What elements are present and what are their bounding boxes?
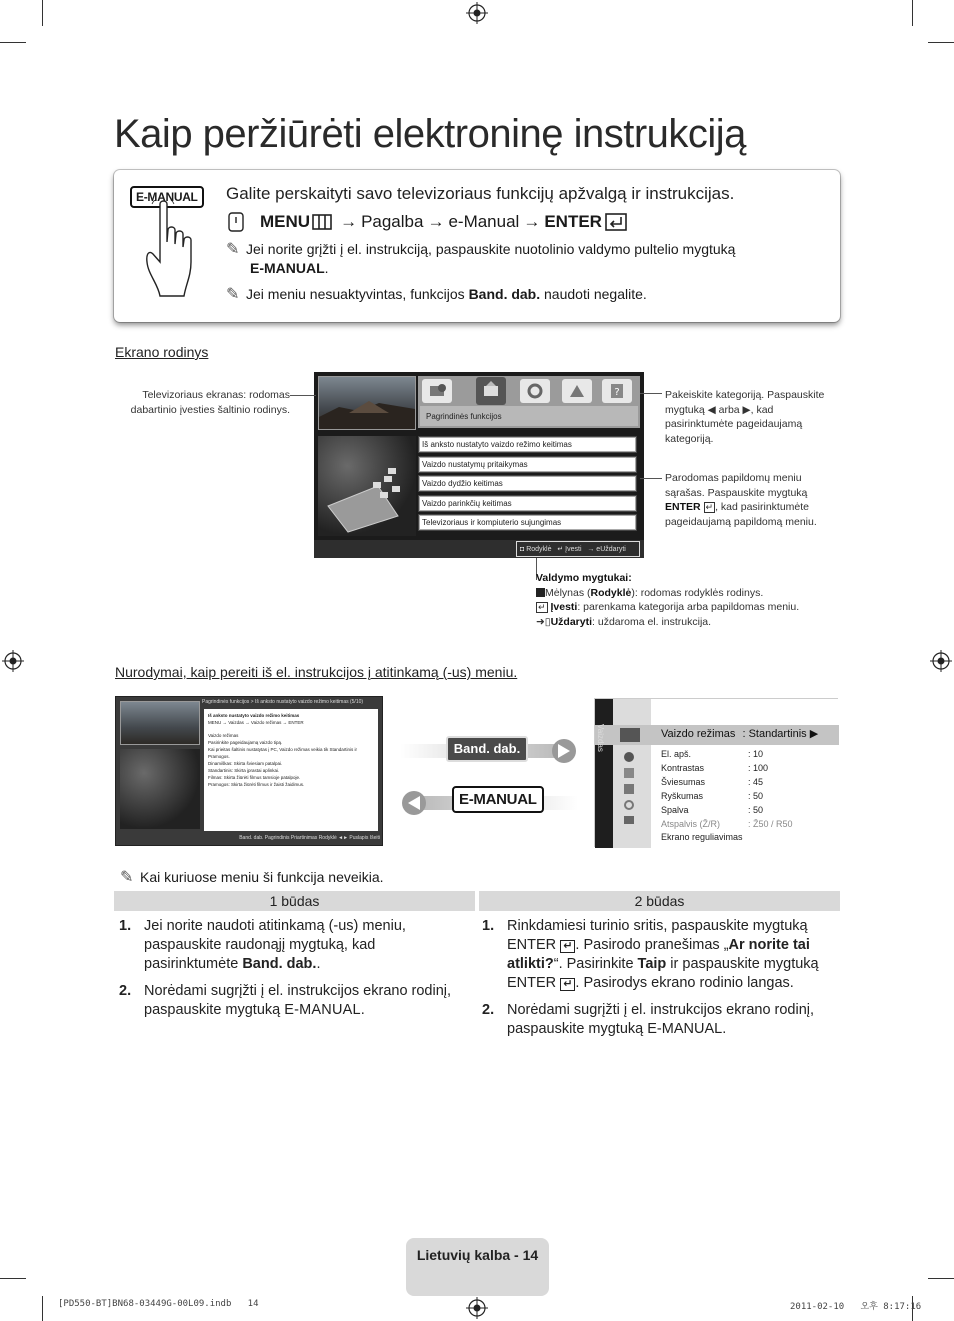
control-buttons: ◘ Rodyklė ↵ Įvesti → eUždaryti bbox=[516, 541, 640, 557]
registration-mark-icon bbox=[930, 650, 952, 672]
mini-content: Iš anksto nustatyto vaizdo režimo keitimas MENU → Vaizdas → Vaizdo režimas → ENTER Vaizdo režimas Pasirinkite pageidaujamą vaizdo tipą. Kai prieitas šaltinis nustatytas į PC, Vaizdo režimas veikia tik Standartinis ir Pramogos. Dinamiškas: Skirta šviesiam patalpai. Standartinis: Skirta įprastai aplinkai. Filmas: Skirta žiūrėti filmus tamsioje patalpoje. Pramogos: Skirta žiūrėti filmus ir žaisti žaidimus. bbox=[204, 709, 378, 831]
annotation-category: Pakeiskite kategoriją. Paspauskite mygtuką ◀ arba ▶, kad pasirinktumėte pageidaujamą kategoriją. bbox=[665, 389, 825, 445]
note-1: ✎ Jei norite grįžti į el. instrukciją, paspauskite nuotolinio valdymo pultelio mygtuką E-MANUAL. bbox=[226, 241, 736, 276]
crop-mark bbox=[912, 0, 913, 26]
enter-icon bbox=[605, 213, 627, 231]
setting-row[interactable]: Ryškumas : 50 bbox=[661, 791, 764, 801]
menu-item[interactable]: Televizoriaus ir kompiuterio sujungimas bbox=[418, 514, 637, 531]
setting-row[interactable]: El. apš. : 10 bbox=[661, 749, 764, 759]
crop-mark bbox=[928, 42, 954, 43]
emanual-screen bbox=[314, 372, 644, 558]
intro-line: Galite perskaityti savo televizoriaus funkcijų apžvalgą ir instrukcijas. bbox=[226, 184, 735, 203]
setting-row[interactable]: Spalva : 50 bbox=[661, 805, 764, 815]
setup-category-icon bbox=[624, 784, 634, 794]
annotation-tv-screen: Televizoriaus ekranas: rodomas dabartinio įvesties šaltinio rodinys. bbox=[130, 389, 290, 416]
enter-icon: ↵ bbox=[560, 978, 575, 991]
tv-preview-thumbnail bbox=[318, 376, 416, 430]
crop-mark bbox=[0, 1278, 26, 1279]
emanual-badge: E-MANUAL bbox=[130, 186, 204, 208]
note-2: ✎ Jei meniu nesuaktyvintas, funkcijos Band. dab. naudoti negalite. bbox=[226, 286, 647, 303]
note-pencil-icon: ✎ bbox=[226, 241, 240, 258]
picture-category-icon bbox=[620, 728, 640, 742]
method-2-header: 2 būdas bbox=[477, 891, 840, 911]
setting-row[interactable]: Šviesumas : 45 bbox=[661, 777, 764, 787]
svg-text:?: ? bbox=[614, 387, 620, 398]
enter-label: ENTER bbox=[544, 212, 602, 231]
exit-icon: ➜▯ bbox=[536, 615, 551, 628]
menu-label: MENU bbox=[260, 212, 311, 231]
category-icon-help[interactable] bbox=[602, 379, 632, 403]
file-info: [PD550-BT]BN68-03449G-00L09.indb 14 bbox=[58, 1299, 259, 1309]
enter-icon: ↵ bbox=[560, 940, 575, 953]
crop-mark bbox=[0, 42, 26, 43]
annotation-submenu: Parodomas papildomų meniu sąrašas. Paspauskite mygtuką ENTER ↵ , kad pasirinktumėte pageidaujamą papildomą meniu. bbox=[665, 472, 817, 528]
note-pencil-icon: ✎ bbox=[226, 286, 240, 303]
registration-mark-icon bbox=[2, 650, 24, 672]
menu-item[interactable]: Iš anksto nustatyto vaizdo režimo keitimas bbox=[418, 436, 637, 453]
step: 1. Rinkdamiesi turinio sritis, paspauskite mygtuką ENTER ↵ . Pasirodo pranešimas „Ar norite tai atlikti?“. Pasirinkite Taip ir paspauskite mygtuką ENTER ↵ . Pasirodys ekrano rodinio langas. bbox=[482, 918, 819, 991]
support-category-icon bbox=[624, 816, 634, 824]
remote-icon bbox=[226, 212, 246, 232]
category-icon-network[interactable] bbox=[562, 379, 592, 403]
mini-footer: Band. dab. Pagrindinis Priartinimas Rodyklė ◄► Puslapis Išeiti bbox=[239, 835, 380, 841]
step: 1. Jei norite naudoti atitinkamą (-us) meniu, paspauskite raudonąjį mygtuką, kad pasirinktumėte Band. dab.. bbox=[119, 918, 406, 972]
crop-mark bbox=[42, 0, 43, 26]
setting-row[interactable]: Ekrano reguliavimas bbox=[661, 832, 743, 842]
left-arrow-icon: ◀ bbox=[707, 403, 716, 416]
screen-section-label: Ekrano rodinys bbox=[115, 344, 209, 360]
help-label: Pagalba bbox=[361, 212, 424, 231]
setting-row[interactable]: Kontrastas : 100 bbox=[661, 763, 769, 773]
leader-line bbox=[640, 478, 662, 479]
tv-preview-thumbnail bbox=[120, 701, 200, 745]
method-1-header: 1 būdas bbox=[114, 891, 477, 911]
nav-note: ✎ Kai kuriuose meniu ši funkcija neveikia. bbox=[120, 869, 384, 886]
emanual-detail-screen bbox=[115, 696, 383, 846]
menu-item[interactable]: Vaizdo nustatymų pritaikymas bbox=[418, 456, 637, 473]
page-title: Kaip peržiūrėti elektroninę instrukciją bbox=[114, 112, 746, 156]
page-number-tab: Lietuvių kalba - 14 bbox=[406, 1238, 549, 1296]
enter-icon: ↵ bbox=[538, 602, 546, 612]
steps-table bbox=[114, 891, 840, 1044]
tv-illustration bbox=[120, 749, 200, 829]
right-arrow-icon: ▶ bbox=[742, 403, 751, 416]
picture-mode-row[interactable]: Vaizdo režimas : Standartinis ▶ bbox=[661, 728, 819, 740]
step: 2. Norėdami sugrįžti į el. instrukcijos ekrano rodinį, paspauskite mygtuką E-MANUAL. bbox=[482, 1002, 815, 1037]
enter-button-icon[interactable]: ↵ bbox=[557, 546, 564, 553]
nav-section-heading: Nurodymai, kaip pereiti iš el. instrukcijos į atitinkamą (-us) meniu. bbox=[115, 664, 518, 680]
method-2-column bbox=[477, 911, 840, 1044]
registration-mark-icon bbox=[466, 2, 488, 24]
blue-button-icon bbox=[536, 588, 545, 597]
category-bar bbox=[418, 376, 640, 428]
category-icon-basic[interactable] bbox=[422, 379, 452, 403]
crop-mark bbox=[928, 1278, 954, 1279]
right-arrow-icon: ▶ bbox=[809, 728, 819, 740]
menu-grid-icon bbox=[312, 214, 332, 230]
settings-sidebar bbox=[595, 699, 613, 848]
enter-icon: ↵ bbox=[705, 502, 714, 512]
exit-button-icon[interactable]: → bbox=[587, 546, 595, 553]
category-icon-gear[interactable] bbox=[520, 379, 550, 403]
print-date: 2011-02-10 오후 8:17:16 bbox=[790, 1302, 922, 1312]
annotation-controls: Valdymo mygtukai: Mėlynas (Rodyklė): rodomas rodyklės rodinys. ↵ Įvesti: parenkama kategorija arba papildomas meniu. ➜▯Uždaryti: uždaroma el. instrukcija. bbox=[536, 572, 800, 628]
leader-line bbox=[290, 395, 316, 396]
registration-mark-icon bbox=[466, 1297, 488, 1319]
tv-illustration bbox=[318, 436, 416, 536]
band-dab-button[interactable]: Band. dab. bbox=[446, 736, 528, 762]
channel-category-icon bbox=[624, 768, 634, 778]
setting-row[interactable]: Atspalvis (Ž/R) : Ž50 / R50 bbox=[661, 819, 793, 829]
control-bar bbox=[314, 540, 644, 558]
settings-side-label: Vaizdas bbox=[596, 724, 605, 752]
leader-line bbox=[640, 393, 662, 394]
emanual-label: e-Manual bbox=[448, 212, 520, 231]
step: 2. Norėdami sugrįžti į el. instrukcijos ekrano rodinį, paspauskite mygtuką E-MANUAL. bbox=[119, 983, 452, 1018]
gear-icon bbox=[624, 800, 634, 810]
intro-box bbox=[114, 170, 840, 322]
crop-mark bbox=[42, 1296, 43, 1321]
menu-path: MENU → Pagalba → e-Manual → ENTER bbox=[226, 212, 627, 232]
method-1-column bbox=[114, 911, 477, 1044]
menu-item[interactable]: Vaizdo dydžio keitimas bbox=[418, 475, 637, 492]
hand-pressing-icon bbox=[144, 200, 214, 300]
emanual-button[interactable]: E-MANUAL bbox=[452, 786, 544, 813]
index-button-icon[interactable]: ◘ bbox=[520, 546, 525, 553]
menu-item[interactable]: Vaizdo parinkčių keitimas bbox=[418, 495, 637, 512]
mini-breadcrumb: Pagrindinės funkcijos > Iš anksto nustatyto vaizdo režimo keitimas (5/10) bbox=[202, 699, 364, 705]
note-pencil-icon: ✎ bbox=[120, 869, 134, 886]
sound-category-icon bbox=[624, 752, 634, 762]
category-title: Pagrindinės funkcijos bbox=[420, 406, 638, 426]
category-icon-selected[interactable] bbox=[476, 377, 506, 405]
